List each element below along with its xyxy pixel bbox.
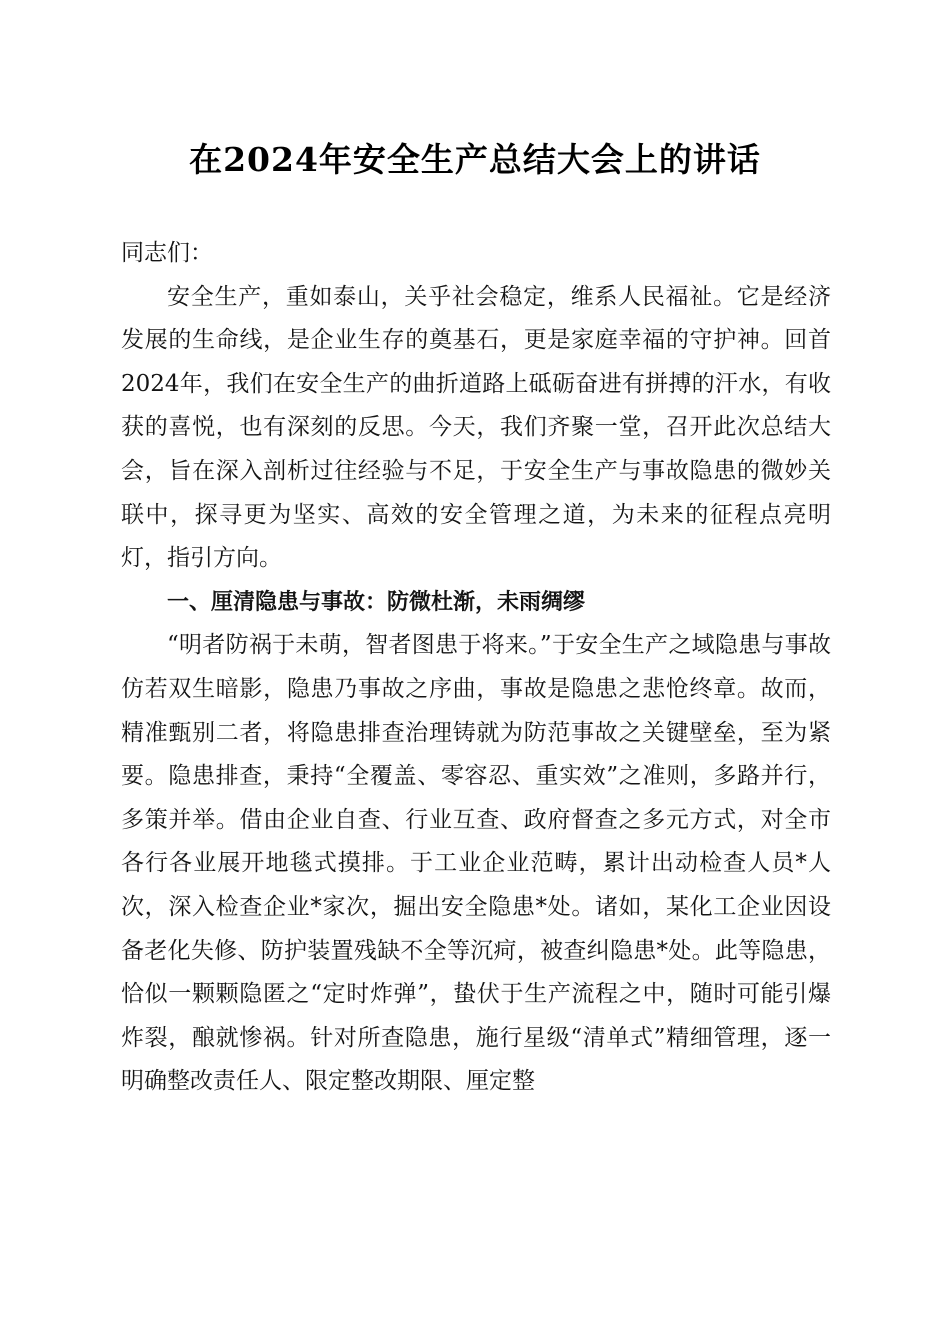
section-heading: 一、厘清隐患与事故：防微杜渐，未雨绸缪: [167, 589, 586, 615]
document-title: 在2024年安全生产总结大会上的讲话: [189, 140, 761, 179]
salutation: 同志们：: [121, 240, 213, 266]
intro-paragraph: 安全生产，重如泰山，关乎社会稳定，维系人民福祉。它是经济发展的生命线，是企业生存的奠基石，更是家庭幸福的守护神。回首2024年，我们在安全生产的曲折道路上砥砺奋进有拼搏的汗水，有收获的喜悦，也有深刻的反思。今天，我们齐聚一堂，召开此次总结大会，旨在深入剖析过往经验与不足，于安全生产与事故隐患的微妙关联中，探寻更为坚实、高效的安全管理之道，为未来的征程点亮明灯，指引方向。: [121, 283, 831, 572]
document-body: [121, 232, 831, 1104]
section-paragraph: “明者防祸于未萌，智者图患于将来。”于安全生产之域隐患与事故仿若双生暗影，隐患乃事故之序曲，事故是隐患之悲怆终章。故而，精准甄别二者，将隐患排查治理铸就为防范事故之关键壁垒，至为紧要。隐患排查，秉持“全覆盖、零容忍、重实效”之准则，多路并行，多策并举。借由企业自查、行业互查、政府督查之多元方式，对全市各行各业展开地毯式摸排。于工业企业范畴，累计出动检查人员*人次，深入检查企业*家次，掘出安全隐患*处。诸如，某化工企业因设备老化失修、防护装置残缺不全等沉疴，被查纠隐患*处。此等隐患，恰似一颗颗隐匿之“定时炸弹”，蛰伏于生产流程之中，随时可能引爆炸裂，酿就惨祸。针对所查隐患，施行星级“清单式”精细管理，逐一明确整改责任人、限定整改期限、厘定整: [121, 632, 831, 1095]
